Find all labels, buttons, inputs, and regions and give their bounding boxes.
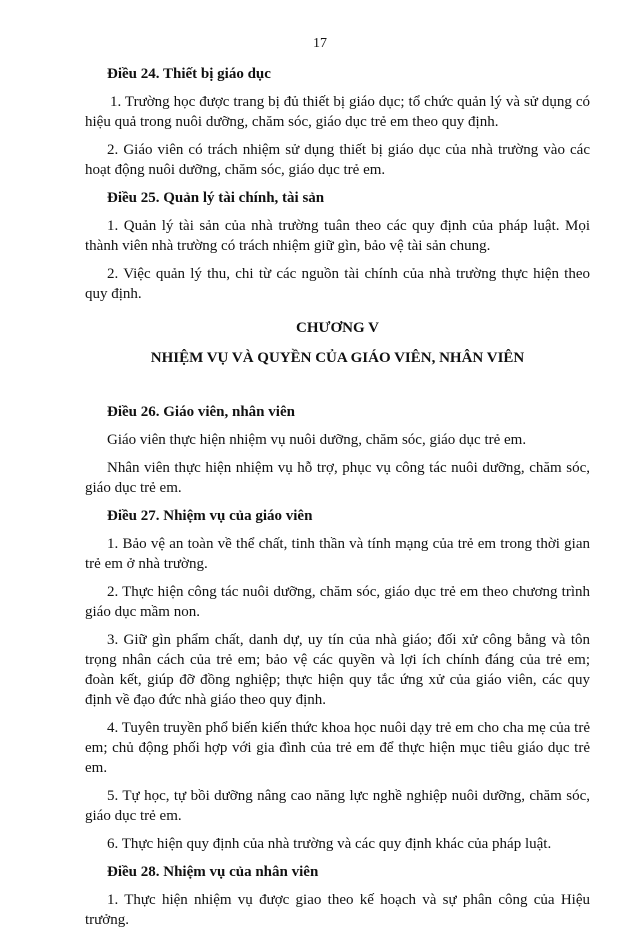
article-25-heading: Điều 25. Quản lý tài chính, tài sản — [107, 190, 325, 206]
article-26-paragraph-2: Nhân viên thực hiện nhiệm vụ hỗ trợ, phục vụ công tác nuôi dưỡng, chăm sóc, giáo dục trẻ em. — [85, 460, 590, 496]
chapter-label: CHƯƠNG V — [296, 320, 379, 336]
article-25-paragraph-2: 2. Việc quản lý thu, chi từ các nguồn tài chính của nhà trường thực hiện theo quy định. — [85, 266, 590, 302]
page-number: 17 — [313, 36, 327, 51]
article-28-paragraph-1: 1. Thực hiện nhiệm vụ được giao theo kế hoạch và sự phân công của Hiệu trưởng. — [85, 892, 590, 928]
article-24-heading: Điều 24. Thiết bị giáo dục — [107, 66, 271, 82]
article-24-paragraph-2: 2. Giáo viên có trách nhiệm sử dụng thiết bị giáo dục của nhà trường vào các hoạt động nuôi dưỡng, chăm sóc, giáo dục trẻ em. — [85, 142, 590, 178]
chapter-title: NHIỆM VỤ VÀ QUYỀN CỦA GIÁO VIÊN, NHÂN VIÊN — [150, 350, 525, 366]
article-28-heading: Điều 28. Nhiệm vụ của nhân viên — [107, 864, 319, 880]
article-25-paragraph-1: 1. Quản lý tài sản của nhà trường tuân theo các quy định của pháp luật. Mọi thành viên nhà trường có trách nhiệm giữ gìn, bảo vệ tài sản chung. — [85, 218, 590, 254]
article-27-paragraph-6: 6. Thực hiện quy định của nhà trường và các quy định khác của pháp luật. — [107, 836, 552, 852]
document-body — [85, 64, 590, 938]
article-27-paragraph-3: 3. Giữ gìn phẩm chất, danh dự, uy tín của nhà giáo; đối xử công bằng và tôn trọng nhân cách của trẻ em; bảo vệ các quyền và lợi ích chính đáng của trẻ em; đoàn kết, giúp đỡ đồng nghiệp; thực hiện quy tắc ứng xử của giáo viên, các quy định về đạo đức nhà giáo theo quy định. — [85, 632, 590, 708]
article-27-paragraph-5: 5. Tự học, tự bồi dưỡng nâng cao năng lực nghề nghiệp nuôi dưỡng, chăm sóc, giáo dục trẻ em. — [85, 788, 590, 824]
article-26-paragraph-1: Giáo viên thực hiện nhiệm vụ nuôi dưỡng, chăm sóc, giáo dục trẻ em. — [107, 432, 527, 448]
article-27-paragraph-2: 2. Thực hiện công tác nuôi dưỡng, chăm sóc, giáo dục trẻ em theo chương trình giáo dục mầm non. — [85, 584, 590, 620]
article-27-heading: Điều 27. Nhiệm vụ của giáo viên — [107, 508, 313, 524]
article-27-paragraph-4: 4. Tuyên truyền phổ biến kiến thức khoa học nuôi dạy trẻ em cho cha mẹ của trẻ em; chủ động phối hợp với gia đình của trẻ em để thực hiện mục tiêu giáo dục trẻ em. — [85, 720, 590, 776]
article-24-paragraph-1: 1. Trường học được trang bị đủ thiết bị giáo dục; tổ chức quản lý và sử dụng có hiệu quả trong nuôi dưỡng, chăm sóc, giáo dục trẻ em theo quy định. — [85, 94, 590, 130]
article-26-heading: Điều 26. Giáo viên, nhân viên — [107, 404, 295, 420]
article-27-paragraph-1: 1. Bảo vệ an toàn về thể chất, tinh thần và tính mạng của trẻ em trong thời gian trẻ em ở nhà trường. — [85, 536, 590, 572]
